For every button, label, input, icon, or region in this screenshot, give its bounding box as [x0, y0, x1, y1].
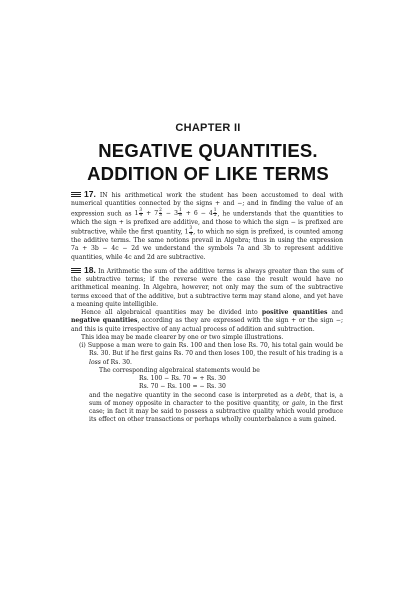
section-17-paragraph	[71, 190, 343, 262]
expr-op-3: + 6 − 4	[182, 210, 213, 218]
section-marker-icon	[71, 268, 81, 273]
fraction	[159, 209, 163, 219]
paragraph-illustrations: This idea may be made clearer by one or two simple illustrations.	[81, 333, 284, 341]
emphasis-debt: debt	[296, 391, 311, 399]
text-run: Hence all algebraical quantities may be divided into	[81, 309, 262, 317]
mixed-number-expression	[134, 207, 218, 219]
fraction-numerator: 2	[159, 207, 162, 213]
fraction-numerator: 1	[213, 207, 217, 213]
text-run: Suppose a man were to gain Rs. 100 and then lose Rs. 70, his total gain would be Rs. 30. But if he first gains Rs. 70 and then loses 100, the result of his trading is a	[87, 342, 344, 358]
fraction-denominator: 4	[139, 213, 143, 219]
fraction-denominator: 5	[213, 213, 217, 219]
fraction-denominator: 3	[159, 213, 162, 219]
fraction-denominator: 4	[189, 231, 193, 237]
fraction-numerator: 3	[139, 207, 143, 213]
expr-whole-1: 1	[134, 210, 139, 218]
chapter-body	[71, 190, 343, 425]
text-run: , that is, a sum of money opposite in character to the positive quantity, or	[89, 391, 344, 407]
emphasis-gain: gain	[291, 399, 306, 407]
equation-2: Rs. 70 − Rs. 100 = − Rs. 30	[139, 383, 226, 391]
paragraph-corresponding: The corresponding algebraical statements would be	[99, 366, 260, 374]
text-run: and the negative quantity in the second case is interpreted as a	[89, 391, 297, 399]
text-run: and	[327, 309, 343, 317]
paragraph-negative-interpretation	[71, 392, 343, 425]
term-positive-quantities: positive quantities	[261, 309, 328, 317]
section-17-text-a: IN his arithmetical work the student has been accustomed to deal with numerical quantities connected by the signs + and −; and in finding the value of an expression such as	[71, 192, 343, 218]
section-marker-icon	[71, 192, 81, 197]
chapter-title	[0, 139, 416, 185]
chapter-label: CHAPTER II	[175, 122, 241, 134]
section-17-text-c: , to which no sign is prefixed, is counted among the additive terms. The same notions prevail in Algebra; thus in using the expression 7a + 3b − 4c − 2d we understand the symbols 7a and 3b to represent additive quantities, while 4c and 2d are subtractive.	[71, 228, 343, 261]
illustration-item-i	[71, 342, 343, 367]
chapter-title-line-1: NEGATIVE QUANTITIES.	[98, 140, 318, 161]
emphasis-loss: loss	[89, 358, 101, 366]
expr-op-1: + 7	[143, 210, 159, 218]
text-run: , in the first case; in fact it may be said to possess a subtractive quality which would produce its effect on other transactions or perhaps wholly counterbalance a sum gained.	[89, 399, 343, 424]
text-run: of Rs. 30.	[100, 358, 132, 366]
equation-1: Rs. 100 − Rs. 70 = + Rs. 30	[139, 375, 226, 383]
fraction-numerator: 3	[189, 225, 193, 231]
fraction	[213, 209, 217, 219]
chapter-title-line-2: ADDITION OF LIKE TERMS	[87, 163, 329, 184]
term-negative-quantities: negative quantities	[71, 317, 138, 325]
item-label: (i)	[79, 342, 86, 350]
fraction-denominator: 8	[178, 213, 182, 219]
fraction	[178, 209, 182, 219]
section-18-paragraph	[71, 266, 343, 309]
section-17-number: 17.	[84, 189, 96, 199]
first-quantity-whole: 1	[184, 228, 189, 236]
section-18-text: In Arithmetic the sum of the additive terms is always greater than the sum of the subtractive terms; if the reverse were the case the result would have no arithmetical meaning. In Algebra, however, not only may the sum of the subtractive terms exceed that of the additive, but a subtractive term may stand alone, and yet have a meaning quite intelligible.	[71, 267, 343, 308]
paragraph-hence	[71, 309, 343, 334]
text-run: , according as they are expressed with the sign + or the sign −; and this is quite irrespective of any actual process of addition and subtraction.	[71, 317, 344, 333]
section-18-number: 18.	[84, 264, 96, 275]
fraction-numerator: 1	[178, 207, 182, 213]
expr-op-2: − 3	[162, 210, 178, 218]
section-17-text-b: , he understands that the quantities to which the sign + is prefixed are additive, and those to which the sign − is prefixed are subtractive, while the first quantity,	[71, 210, 344, 236]
